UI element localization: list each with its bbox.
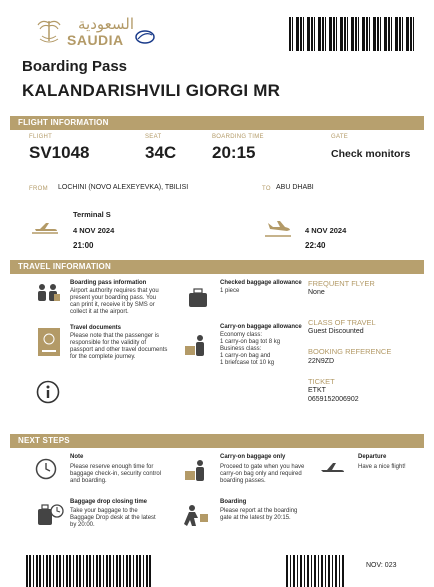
arrival-plane-icon	[263, 219, 293, 239]
from-value: LOCHINI (NOVO ALEXEYEVKA), TBILISI	[58, 184, 189, 191]
checked-baggage-title: Checked baggage allowance	[220, 280, 302, 286]
brand-latin: SAUDIA	[67, 32, 124, 48]
booking-reference-label: BOOKING REFERENCE	[308, 347, 392, 356]
baggage-drop-title: Baggage drop closing time	[70, 499, 148, 505]
passengers-icon	[34, 283, 62, 303]
carry-on-text: Economy class: 1 carry-on bag tot 8 kg Business class: 1 carry-on bag and 1 briefcase tot 10 kg	[220, 332, 281, 366]
ticket-number: 0659152006902	[308, 396, 359, 403]
departure-step-title: Departure	[358, 454, 387, 460]
terminal-value: Terminal S	[73, 210, 111, 219]
class-label: CLASS OF TRAVEL	[308, 318, 376, 327]
passenger-name: KALANDARISHVILI GIORGI MR	[22, 81, 281, 100]
departure-step-text: Have a nice flight!	[358, 464, 406, 470]
ticket-type: ETKT	[308, 387, 326, 394]
header-barcode	[289, 17, 415, 51]
boarding-step-title: Boarding	[220, 499, 247, 505]
clock-icon	[35, 458, 57, 480]
travel-documents-text: Please note that the passenger is responsible for the validity of passport and other travel documents for the complete journey.	[70, 333, 168, 360]
note-title: Note	[70, 454, 84, 460]
gate-label: GATE	[331, 134, 349, 140]
carry-on-title: Carry-on baggage allowance	[220, 324, 302, 330]
ticket-label: TICKET	[308, 377, 335, 386]
saudia-logo	[36, 15, 166, 51]
seat-number: 34C	[145, 143, 177, 162]
to-label: TO	[262, 186, 271, 192]
nov-number: NOV: 023	[366, 562, 397, 569]
seat-label: SEAT	[145, 134, 162, 140]
departure-date: 4 NOV 2024	[73, 226, 115, 235]
footer-barcode-right	[286, 555, 346, 587]
skyteam-icon	[134, 29, 156, 45]
info-icon	[36, 380, 60, 404]
flight-number: SV1048	[29, 143, 90, 162]
passport-icon	[37, 327, 61, 357]
brand-arabic: السعودية	[78, 15, 135, 33]
from-label: FROM	[29, 186, 48, 192]
frequent-flyer-value: None	[308, 289, 325, 296]
arrival-date: 4 NOV 2024	[305, 226, 347, 235]
baggage-drop-text: Take your baggage to the Baggage Drop desk at the latest by 20:00.	[70, 508, 156, 528]
frequent-flyer-label: FREQUENT FLYER	[308, 279, 375, 288]
boarding-step-text: Please report at the boarding gate at the latest by 20:15.	[220, 508, 298, 521]
boarding-step-icon	[182, 504, 210, 528]
note-text: Please reserve enough time for baggage check-in, security control and boarding.	[70, 464, 162, 484]
carry-on-icon	[182, 334, 210, 358]
arrival-time: 22:40	[305, 241, 326, 250]
footer-barcode-left	[26, 555, 152, 587]
boarding-time: 20:15	[212, 143, 256, 162]
next-steps-header: NEXT STEPS	[10, 434, 424, 448]
carry-on-only-title: Carry-on baggage only	[220, 454, 286, 460]
boarding-time-label: BOARDING TIME	[212, 134, 264, 140]
to-value: ABU DHABI	[276, 184, 314, 191]
boarding-pass-info-text: Airport authority requires that you present your boarding pass. You can print it, receive it by SMS or collect it at the airport.	[70, 288, 159, 315]
booking-reference-value: 22N9ZD	[308, 358, 335, 365]
flight-information-header: FLIGHT INFORMATION	[10, 116, 424, 130]
checked-baggage-icon	[187, 287, 209, 309]
flight-label: FLIGHT	[29, 134, 53, 140]
palm-emblem-icon	[36, 17, 62, 45]
carry-on-only-text: Proceed to gate when you have carry-on bag only and required boarding passes.	[220, 464, 305, 484]
departure-time: 21:00	[73, 241, 94, 250]
class-value: Guest Discounted	[308, 328, 364, 335]
departure-step-icon	[318, 460, 346, 476]
baggage-drop-icon	[36, 503, 64, 527]
boarding-pass-info-title: Boarding pass information	[70, 280, 147, 286]
travel-information-header: TRAVEL INFORMATION	[10, 260, 424, 274]
travel-documents-title: Travel documents	[70, 325, 122, 331]
page-title: Boarding Pass	[22, 58, 128, 75]
departure-plane-icon	[30, 219, 60, 237]
carry-on-only-icon	[182, 459, 210, 483]
gate-value: Check monitors	[331, 148, 411, 160]
checked-baggage-text: 1 piece	[220, 288, 240, 294]
